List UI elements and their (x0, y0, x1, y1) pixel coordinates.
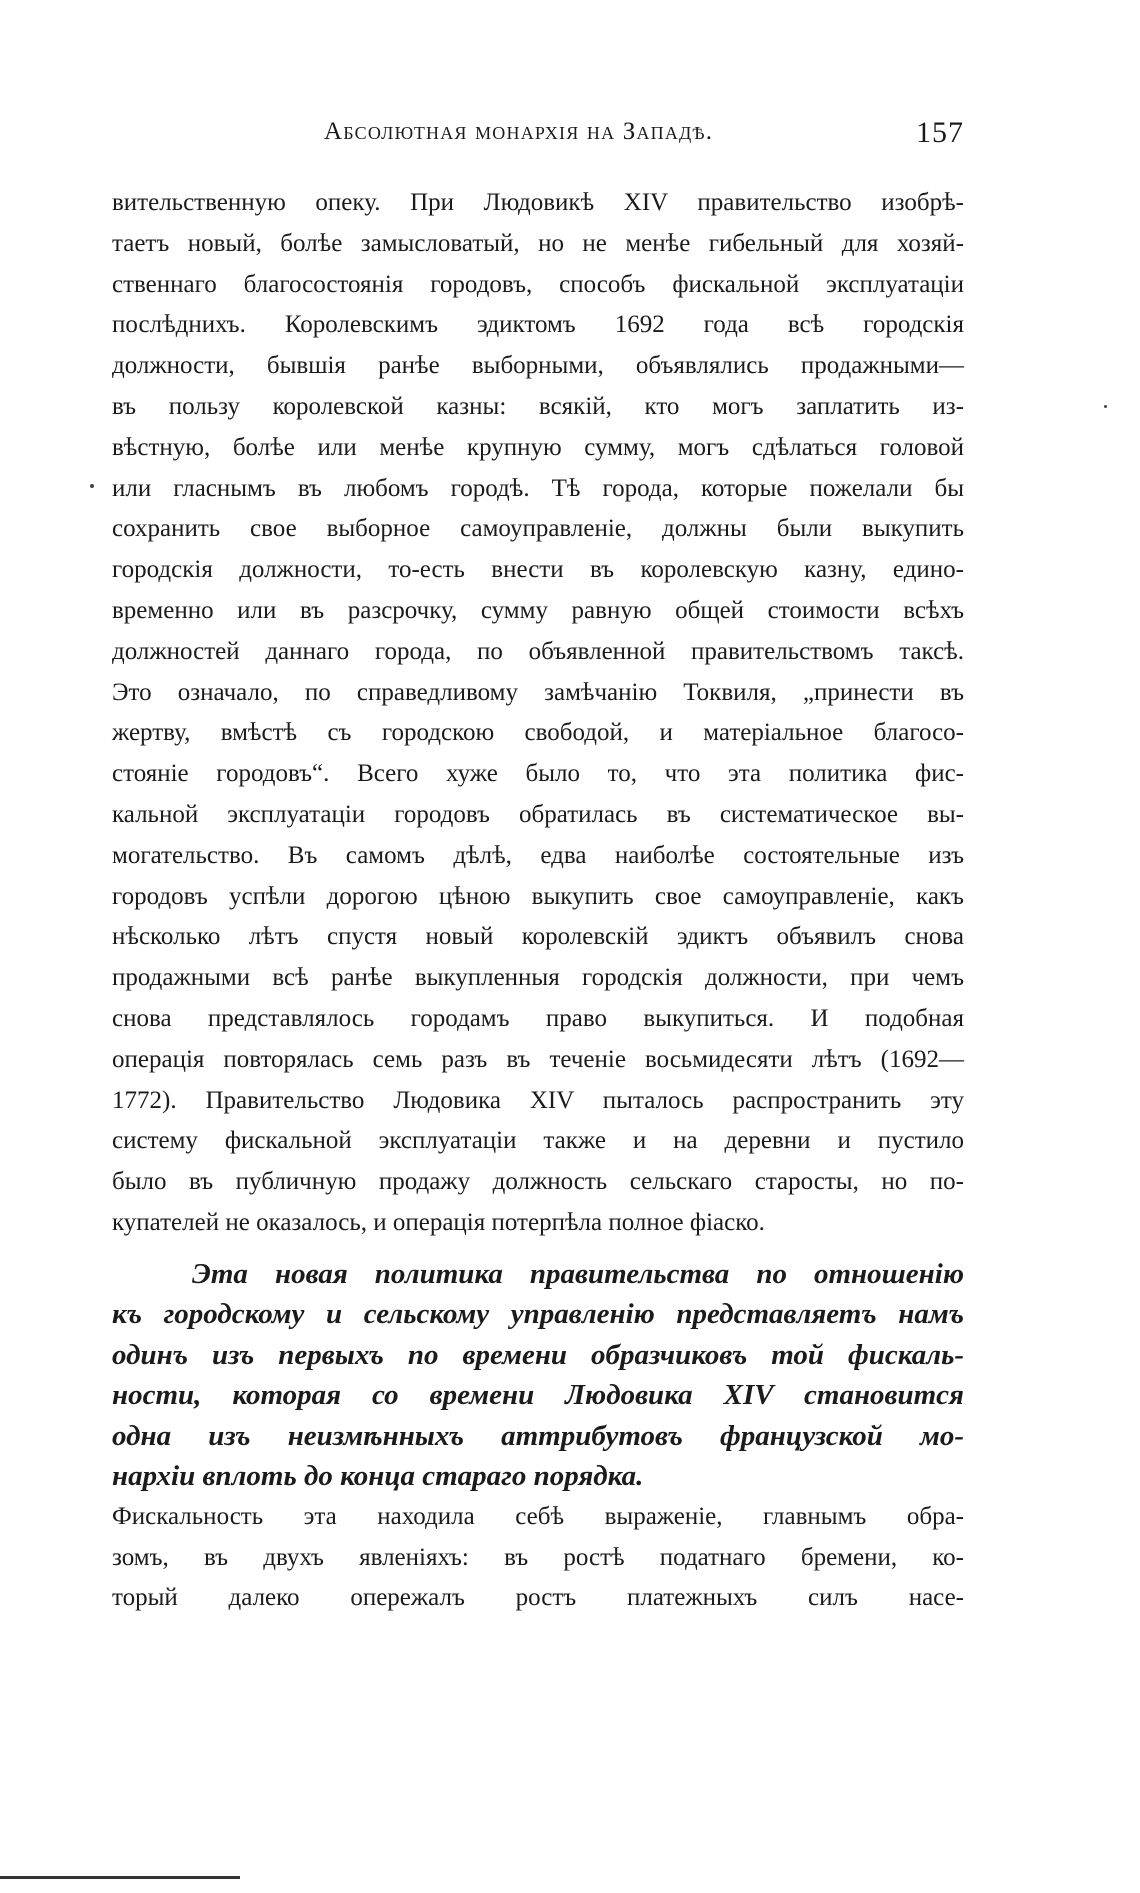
text-line: должностей даннаго города, по объявленной правительствомъ таксѣ. (112, 637, 964, 665)
text-line: городовъ успѣли дорогою цѣною выкупить свое самоуправленіе, какъ (112, 882, 964, 910)
text-line: могательство. Въ самомъ дѣлѣ, едва наиболѣе состоятельные изъ (112, 841, 964, 869)
text-line: должности, бывшія ранѣе выборными, объявлялись продажными— (112, 352, 964, 380)
page-body (112, 183, 964, 1619)
text-line: зомъ, въ двухъ явленіяхъ: въ ростѣ податнаго бремени, ко- (112, 1543, 964, 1571)
text-line: было въ публичную продажу должность сельскаго старосты, но по- (112, 1168, 964, 1196)
text-line: городскія должности, то-есть внести въ королевскую казну, едино- (112, 556, 964, 584)
ink-speck (1104, 405, 1107, 408)
scan-edge-line (0, 1876, 240, 1879)
italic-line: къ городскому и сельскому управленію представляетъ намъ (112, 1298, 964, 1331)
text-line: сохранить свое выборное самоуправленіе, должны были выкупить (112, 515, 964, 543)
text-line: снова представлялось городамъ право выкупиться. И подобная (112, 1004, 964, 1032)
text-line: или гласнымъ въ любомъ городѣ. Тѣ города, которые пожелали бы (112, 474, 964, 502)
text-line: въ пользу королевской казны: всякій, кто могъ заплатить из- (112, 392, 964, 420)
text-line: торый далеко опережалъ ростъ платежныхъ силъ насе- (112, 1584, 964, 1612)
paragraph-gap (112, 1244, 964, 1254)
italic-line: одна изъ неизмѣнныхъ аттрибутовъ французской мо- (112, 1419, 964, 1452)
text-line: послѣднихъ. Королевскимъ эдиктомъ 1692 года всѣ городскія (112, 311, 964, 339)
text-line: временно или въ разсрочку, сумму равную общей стоимости всѣхъ (112, 596, 964, 624)
running-title: Абсолютная монархія на Западѣ. (324, 118, 714, 145)
text-line: таетъ новый, болѣе замысловатый, но не менѣе гибельный для хозяй- (112, 229, 964, 257)
text-line: вительственную опеку. При Людовикѣ XIV правительство изобрѣ- (112, 189, 964, 216)
text-line: Фискальность эта находила себѣ выраженіе, главнымъ обра- (112, 1502, 964, 1530)
text-line: жертву, вмѣстѣ съ городскою свободой, и матеріальное благосо- (112, 719, 964, 747)
text-line: Это означало, по справедливому замѣчанію Токвиля, „принести въ (112, 678, 964, 706)
ink-speck (90, 484, 94, 488)
text-line: 1772). Правительство Людовика XIV пыталось распространить эту (112, 1086, 964, 1114)
italic-line: одинъ изъ первыхъ по времени образчиковъ той фискаль- (112, 1338, 964, 1371)
text-line: купателей не оказалось, и операція потерпѣла полное фіаско. (112, 1208, 765, 1236)
page-header (112, 118, 964, 158)
page-number: 157 (916, 116, 964, 149)
text-line: ственнаго благосостоянія городовъ, способъ фискальной эксплуатаціи (112, 270, 964, 298)
text-line: продажными всѣ ранѣе выкупленныя городскія должности, при чемъ (112, 964, 964, 992)
text-line: операція повторялась семь разъ въ теченіе восьмидесяти лѣтъ (1692— (112, 1045, 964, 1073)
text-line: нѣсколько лѣтъ спустя новый королевскій эдиктъ объявилъ снова (112, 923, 964, 951)
text-line: стояніе городовъ“. Всего хуже было то, что эта политика фис- (112, 760, 964, 788)
text-line: вѣстную, болѣе или менѣе крупную сумму, могъ сдѣлаться головой (112, 433, 964, 461)
italic-line: нархіи вплоть до конца стараго порядка. (112, 1460, 644, 1493)
text-line: систему фискальной эксплуатаціи также и на деревни и пустило (112, 1127, 964, 1155)
text-line: кальной эксплуатаціи городовъ обратилась въ систематическое вы- (112, 800, 964, 828)
italic-line: Эта новая политика правительства по отношенію (192, 1257, 964, 1290)
italic-line: ности, которая со времени Людовика XIV становится (112, 1379, 964, 1412)
